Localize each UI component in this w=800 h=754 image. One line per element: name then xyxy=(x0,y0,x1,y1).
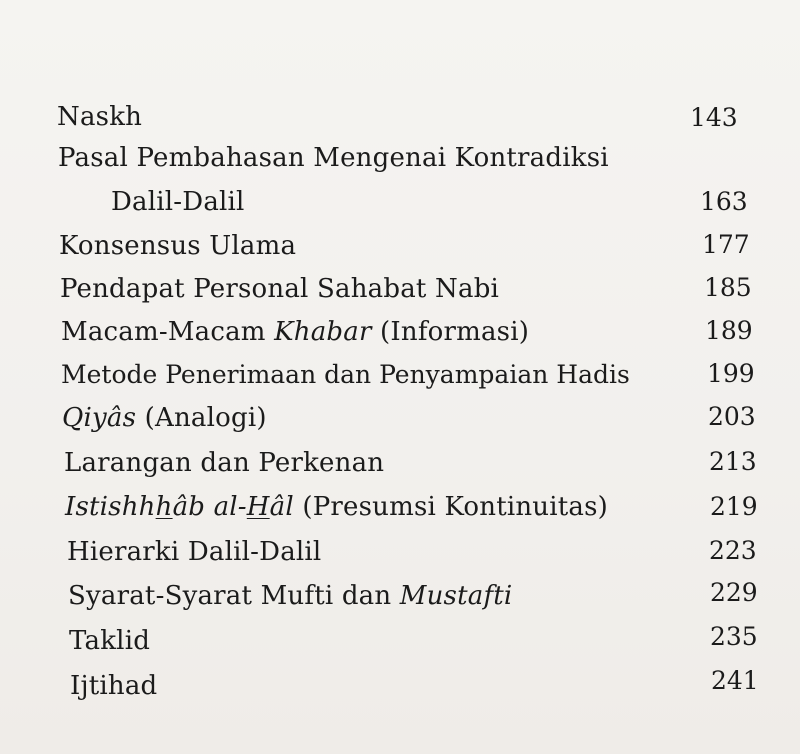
toc-entry-page: 229 xyxy=(710,578,758,607)
toc-entry-title: Dalil-Dalil xyxy=(111,187,245,217)
toc-entry-page: 185 xyxy=(704,273,752,302)
toc-entry-title: Ijtihad xyxy=(70,671,158,701)
toc-entry-title: Pendapat Personal Sahabat Nabi xyxy=(60,274,500,304)
toc-entry-page: 177 xyxy=(702,230,750,259)
toc-entry-title xyxy=(68,580,512,612)
toc-entry-title-part: Syarat-Syarat Mufti dan xyxy=(68,581,400,611)
toc-entry-title xyxy=(65,491,608,523)
toc-entry-title-italic: Khabar xyxy=(274,317,372,347)
toc-entry-title: Larangan dan Perkenan xyxy=(64,448,385,478)
toc-entry-page: 189 xyxy=(705,316,753,345)
toc-entry-title-italic: Qiyâs xyxy=(62,403,137,433)
toc-entry-page: 213 xyxy=(709,447,757,476)
toc-entry-title-italic: Mustafti xyxy=(399,581,513,611)
toc-entry-title-part: (Informasi) xyxy=(371,317,530,347)
toc-entry-title: Metode Penerimaan dan Penyampaian Hadis xyxy=(61,360,630,389)
toc-entry-title-part: (Presumsi Kontinuitas) xyxy=(293,492,609,522)
toc-entry-page: 241 xyxy=(711,666,759,695)
toc-entry-page: 143 xyxy=(690,103,738,132)
toc-entry-page: 163 xyxy=(700,187,748,216)
toc-entry-title-part: Macam-Macam xyxy=(61,317,275,347)
toc-entry-title: Hierarki Dalil-Dalil xyxy=(67,537,322,567)
toc-entry-page: 223 xyxy=(709,536,757,565)
toc-entry-title-italic: Istishhhâb al-Hâl xyxy=(65,492,294,522)
toc-entry-page: 203 xyxy=(708,402,756,431)
toc-entry-page: 219 xyxy=(710,492,758,521)
toc-entry-title xyxy=(61,316,529,348)
toc-entry-title xyxy=(62,402,267,434)
toc-entry-title: Naskh xyxy=(57,102,143,132)
toc-entry-page: 199 xyxy=(707,359,755,388)
toc-entry-title: Pasal Pembahasan Mengenai Kontradiksi xyxy=(58,143,609,173)
toc-entry-page: 235 xyxy=(710,622,758,651)
toc-entry-title: Konsensus Ulama xyxy=(59,231,297,261)
toc-entry-title-part: (Analogi) xyxy=(136,403,267,433)
toc-entry-title: Taklid xyxy=(69,626,151,656)
